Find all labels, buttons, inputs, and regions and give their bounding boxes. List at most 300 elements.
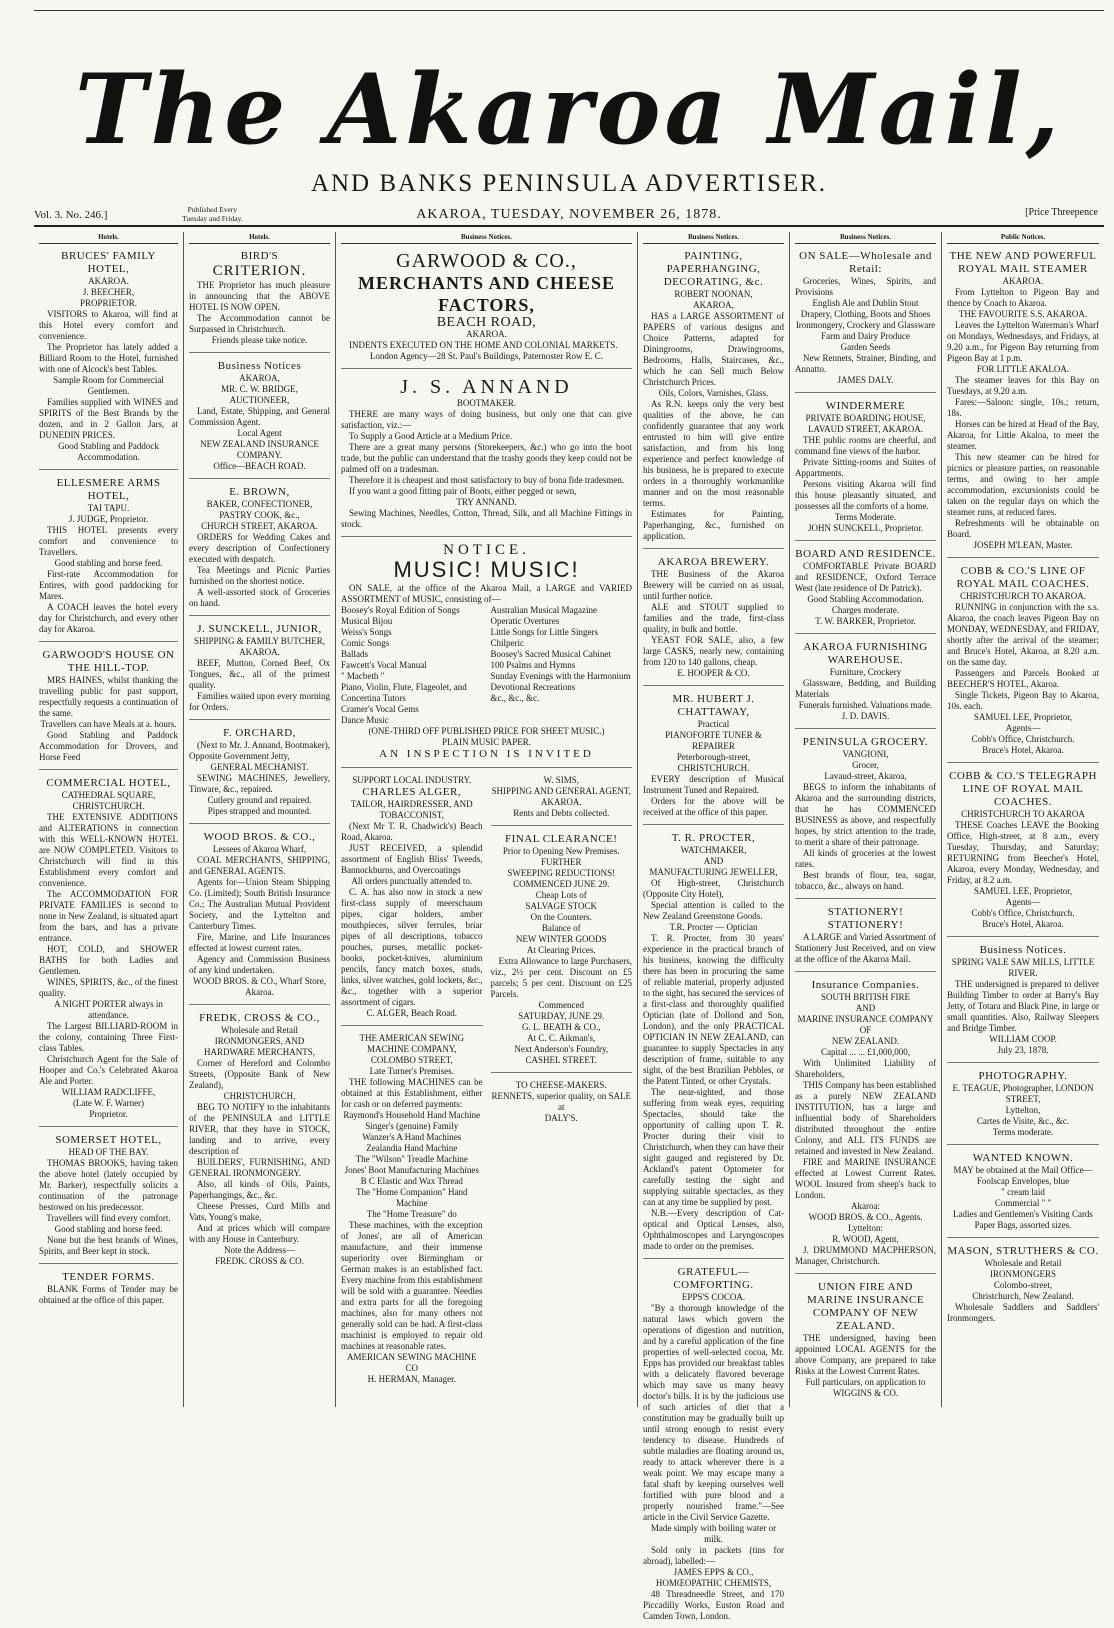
column-heading: Business Notices. — [341, 232, 632, 244]
advert-text-line: MANUFACTURING JEWELLER, — [649, 867, 778, 877]
annand-trade: BOOTMAKER. — [456, 398, 517, 408]
advert-text-line: Prior to Opening New Premises. — [502, 846, 620, 856]
advertisement — [189, 360, 330, 479]
music-list-item: Little Songs for Little Singers — [490, 627, 598, 637]
advert-text-line: Families waited upon every morning for Orders. — [189, 691, 330, 712]
advert-text-line: TAILOR, HAIRDRESSER, AND TOBACCONIST, — [350, 799, 473, 820]
advert-text-line: Private Sitting-rooms and Suites of Appartments. — [795, 457, 936, 478]
advert-text-line: Practical — [697, 719, 730, 729]
advert-text-line: Lyttelton, — [1005, 1105, 1041, 1115]
advert-text-line: Sewing Machines, Needles, Cotton, Thread, Silk, and all Machine Fittings in stock. — [341, 508, 632, 529]
advert-text-line: COMFORTABLE Private BOARD and RESIDENCE, Oxford Terrace West (late residence of Dr Patrick). — [795, 561, 936, 593]
advert-text-line: T. R. Procter, from 30 years' experience in the practical branch of his business, knowing the difficulty there has been in procuring the same of reliable material, properly adjusted to the sight, has secured the services of a first-class and thoroughly qualified Optician (late of Dollond and Son, London), and the only PRACTICAL OPTICIAN IN NEW ZEALAND, can guarantee to supply Spectacles in any description of frame, suitable to any sight, of the best Brazilian Pebbles, or the Patent Tinted, or other Crystals. — [643, 933, 784, 1086]
advert-text-line: Special attention is called to the New Zealand Greenstone Goods. — [643, 900, 784, 921]
advert-text-line: Fire, Marine, and Life Insurances effected at lowest current rates. — [189, 932, 330, 953]
music-list-item: Ballads — [341, 649, 368, 659]
advert-text-line: If you want a good fitting pair of Boots, either pegged or sewn, — [349, 486, 577, 496]
advert-text-line: R. WOOD, Agent, — [832, 1234, 899, 1244]
advert-text-line: Terms Moderate. — [834, 512, 897, 522]
advert-text-line: Horses can be hired at Head of the Bay, Akaroa, for Little Akaloa, to meet the steamer. — [947, 419, 1099, 451]
advert-heading: Business Notices. — [979, 944, 1067, 956]
advert-text-line: Terms moderate. — [992, 1127, 1054, 1137]
advert-heading: WINDERMERE — [825, 400, 906, 412]
garwood-trade: MERCHANTS AND CHEESE FACTORS, — [357, 273, 616, 315]
advert-text-line: MARINE INSURANCE COMPANY — [797, 1014, 934, 1024]
advert-text-line: These machines, with the exception of Jones', are all of American manufacture, and their immense superiority over Birmingham or German makes is an established fact. Every machine from this establishment will be sold with a guarantee. Needles and extra parts for all the foregoing machines, also for many others not generally sold can be had. A first-class machinist is employed to repair old machines at reasonable rates. — [341, 1220, 483, 1351]
advert-text-line: DALY'S. — [544, 1113, 578, 1123]
music-list-item: 100 Psalms and Hymns — [490, 660, 576, 670]
advert-text-line: Glassware, Bedding, and Building Materials — [795, 678, 936, 699]
advert-text-line: SATURDAY, JUNE 29. — [518, 1011, 605, 1021]
advert-text-line: All kinds of groceries at the lowest rates. — [795, 848, 936, 869]
advert-text-line: The "Home Treasure" do — [366, 1209, 457, 1219]
advert-text-line: JAMES EPPS & CO., — [673, 1567, 754, 1577]
advert-heading: PHOTOGRAPHY. — [978, 1070, 1068, 1082]
advert-text-line: MRS HAINES, whilst thanking the travelling public for past support, respectfully requests a continuation of the same. — [39, 675, 178, 718]
advert-text-line: H. HERMAN, Manager. — [367, 1374, 456, 1384]
music-list-item: " Macbeth " — [341, 671, 385, 681]
advert-text-line: Therefore it is cheapest and most satisfactory to buy of bona fide tradesmen. — [349, 475, 625, 485]
advert-text-line: PRIVATE BOARDING HOUSE, — [805, 413, 926, 423]
advert-text-line: C. A. has also now in stock a new first-class supply of meerschaum pipes, cigar holders, amber mouthpieces, silver ferrules, briar pipes of all descriptions, tobacco pouches, purses, metallic pocket-books, pocket-knives, aluminium pencils, fancy match boxes, studs, links, silver watches, gold lockets, &c., &c., together with a superior assortment of cigars. — [341, 887, 483, 1007]
advert-text-line: COAL MERCHANTS, SHIPPING, and GENERAL AGENTS. — [189, 855, 330, 876]
advertisement — [189, 623, 330, 720]
advert-text-line: Estimates for Painting, Paperhanging, &c., furnished on application. — [643, 509, 784, 541]
advert-text-line: BAKER, CONFECTIONER, PASTRY COOK, &c., — [206, 499, 313, 520]
volume-number: Vol. 3. No. 246.] — [34, 209, 108, 221]
advert-text-line: AND — [855, 1003, 876, 1013]
advert-heading: TENDER FORMS. — [62, 1271, 155, 1283]
advert-text-line: JUST RECEIVED, a splendid assortment of English Bliss' Tweeds, Bannockburns, and Overcoatings — [341, 843, 483, 875]
advert-heading: SOMERSET HOTEL, — [55, 1134, 162, 1146]
advert-heading: T. R. PROCTER, — [671, 832, 756, 844]
advert-text-line: The ACCOMMODATION FOR PRIVATE FAMILIES is second to none in New Zealand, is situated apart from the bars, and has a private entrance. — [39, 889, 178, 943]
advert-text-line: A COACH leaves the hotel every day for Christchurch, and every other day for Akaroa. — [39, 602, 178, 634]
sewing-heading: THE AMERICAN SEWING MACHINE COMPANY, — [359, 1033, 464, 1054]
advert-text-line: Made simply with boiling water or milk. — [650, 1523, 777, 1544]
advert-text-line: THE following MACHINES can be obtained at this Establishment, either for cash or on deferred payments: — [341, 1077, 483, 1109]
advert-text-line: Also, all kinds of Oils, Paints, Paperhangings, &c., &c. — [189, 1179, 330, 1200]
advert-text-line: YEAST FOR SALE, also, a few large CASKS, nearly new, containing from 120 to 140 gallons, cheap. — [643, 635, 784, 667]
advertisement — [643, 250, 784, 549]
column-heading: Hotels. — [39, 232, 178, 244]
advert-text-line: Sample Room for Commercial Gentlemen. — [53, 375, 164, 396]
advert-text-line: Good Stabling Accommodation. — [807, 594, 924, 604]
column-business-wide — [336, 232, 638, 1407]
advert-text-line: Cartes de Visite, &c., &c. — [976, 1116, 1070, 1126]
advert-text-line: TRY ANNAND. — [456, 497, 517, 507]
advertisement — [39, 1134, 178, 1264]
advert-text-line: New Rennets, Strainer, Binding, and Annatto. — [795, 353, 936, 374]
advert-text-line: CHURCH STREET, AKAROA. — [201, 521, 318, 531]
advert-heading: BIRD'S — [240, 250, 279, 262]
advert-text-line: COMMENCED JUNE 29. — [513, 879, 610, 889]
alger-support: SUPPORT LOCAL INDUSTRY. — [352, 775, 472, 785]
advert-text-line: MR. C. W. BRIDGE, — [221, 384, 298, 394]
advert-text-line: COLOMBO STREET, — [370, 1055, 453, 1065]
advert-text-line: Persons visiting Akaroa will find this house pleasantly situated, and possesses all the comforts of a home. — [795, 479, 936, 511]
column-business-5 — [790, 232, 942, 1407]
lower-business-split — [341, 775, 632, 1398]
dateline — [34, 205, 1104, 227]
advert-text-line: Pipes strapped and mounted. — [207, 806, 312, 816]
advertisement — [643, 832, 784, 1259]
advert-text-line: OF — [859, 1025, 872, 1035]
advert-text-line: IRONMONGERS, AND HARDWARE MERCHANTS, — [203, 1036, 315, 1057]
sims-body — [491, 786, 633, 819]
advert-heading: PENINSULA GROCERY. — [802, 736, 929, 748]
music-list-item: Musical Bijou — [341, 616, 393, 626]
advert-heading: J. SUNCKELL, JUNIOR, — [197, 623, 322, 635]
garwood-advert — [341, 250, 632, 369]
advert-text-line: Drapery, Clothing, Boots and Shoes — [800, 309, 931, 319]
advert-text-line: Raymond's Household Hand Machine — [343, 1110, 481, 1120]
masthead-subtitle: AND BANKS PENINSULA ADVERTISER. — [310, 170, 828, 197]
music-list-item: Dance Music — [341, 715, 389, 725]
clearance-advert — [491, 833, 633, 1073]
garwood-name: GARWOOD & CO., — [396, 250, 577, 272]
advert-text-line: The near-sighted, and those suffering from weak eyes, requiring Spectacles, should take the opportunity of calling upon T. R. Procter during their visit to Christchurch, when they can have their sight gauged and registered by Dr. Ackland's patent Optometer for carefully testing the sight and supplying suitable spectacles, as they can at any time be supplied by post. — [643, 1087, 784, 1207]
advert-text-line: Wanzer's A Hand Machines — [362, 1132, 462, 1142]
advert-text-line: Groceries, Wines, Spirits, and Provisions — [795, 276, 936, 297]
advert-text-line: First-rate Accommodation for Entires, with good paddocking for Mares. — [39, 569, 178, 601]
advert-text-line: JOHN SUNCKELL, Proprietor. — [808, 523, 923, 533]
advert-text-line: AKAROA. — [1002, 276, 1044, 286]
advert-text-line: "By a thorough knowledge of the natural laws which govern the operations of digestion and nutrition, and by a careful application of the fine properties of well-selected cocoa, Mr. Epps has provided our breakfast tables with a delicately flavored beverage which may save us many heavy doctor's bills. It is by the judicious use of such articles of diet that a constitution may be gradually built up until strong enough to resist every tendency to disease. Hundreds of subtle maladies are floating around us, ready to attack wherever there is a weak point. We may escape many a fatal shaft by keeping ourselves well fortified with pure blood and a properly nourished frame."—See article in the Civil Service Gazette. — [643, 1303, 784, 1522]
advert-text-line: Good Stabling and Paddock Accommodation. — [58, 441, 159, 462]
advert-text-line: FREDK. CROSS & CO. — [215, 1256, 304, 1266]
music-list-item: Comic Songs — [341, 638, 390, 648]
advert-text-line: THOMAS BROOKS, having taken the above hotel (lately occupied by Mr. Barker), respectfully solicits a continuation of the patronage bestowed on his predecessor. — [39, 1158, 178, 1212]
advert-text-line: C. ALGER, Beach Road. — [366, 1008, 457, 1018]
advert-heading: F. ORCHARD, — [223, 727, 296, 739]
advert-heading: WOOD BROS. & CO., — [203, 831, 316, 843]
advertisement — [947, 565, 1099, 763]
advertisement — [795, 1281, 936, 1405]
advertisement — [643, 556, 784, 686]
advert-text-line: Good stabling and horse feed. — [54, 1224, 163, 1234]
advert-text-line: Wholesale Saddlers and Saddlers' Ironmongers. — [947, 1302, 1099, 1323]
advert-text-line: At Clearing Prices. — [526, 945, 596, 955]
advert-text-line: Zealandia Hand Machine — [366, 1143, 458, 1153]
advert-text-line: July 23, 1878. — [997, 1045, 1049, 1055]
advert-heading: E. BROWN, — [229, 486, 290, 498]
advert-text-line: Cobb's Office, Christchurch. — [971, 908, 1075, 918]
advert-text-line: Charges moderate. — [831, 605, 900, 615]
advert-text-line: Foolscap Envelopes, blue — [976, 1176, 1070, 1186]
advert-text-line: SALVAGE STOCK — [525, 901, 598, 911]
advert-text-line: HOT, COLD, and SHOWER BATHS for both Ladies and Gentlemen. — [39, 944, 178, 976]
clearance-heading: FINAL CLEARANCE! — [505, 833, 618, 845]
advertisement — [39, 649, 178, 770]
advert-text-line: Jones' Boot Manufacturing Machines — [344, 1165, 479, 1175]
column-heading: Hotels. — [189, 232, 330, 244]
advert-text-line: SHIPPING AND GENERAL AGENT, AKAROA. — [491, 786, 631, 807]
advert-text-line: CHRISTCHURCH, — [223, 1091, 296, 1101]
advert-text-line: BEG TO NOTIFY to the inhabitants of the PENINSULA and LITTLE RIVER, that they have in STOCK, landing and to arrive, every description of — [189, 1102, 330, 1156]
advert-text-line: Agents— — [1005, 897, 1041, 907]
advert-text-line: VISITORS to Akaroa, will find at this Hotel every comfort and convenience. — [39, 309, 178, 341]
advert-text-line: Akaroa: — [851, 1201, 880, 1211]
advertisement — [643, 1266, 784, 1628]
music-list-item: Australian Musical Magazine — [490, 605, 597, 615]
advert-text-line: WATCHMAKER, — [680, 845, 747, 855]
advert-text-line: Agents for—Union Steam Shipping Co. (Limited); South British Insurance Co.; The Australian Mutual Provident Society, and the Lyttelton and Canterbury Times. — [189, 877, 330, 931]
advert-heading: COBB & CO.'S LINE OF ROYAL MAIL COACHES. — [956, 565, 1090, 590]
advert-text-line: Note the Address— — [224, 1245, 295, 1255]
advert-text-line: Local Agent — [237, 428, 282, 438]
advert-text-line: THERE are many ways of doing business, but only one that can give satisfaction, viz.:— — [341, 409, 632, 430]
advertisement — [947, 1152, 1099, 1238]
advert-text-line: Rents and Debts collected. — [513, 808, 610, 818]
advert-text-line: BEEF, Mutton, Corned Beef, Ox Tongues, &c., all of the primest quality. — [189, 658, 330, 690]
advert-text-line: GENERAL MECHANIST. — [210, 762, 309, 772]
advert-text-line: All orders punctually attended to. — [351, 876, 473, 886]
advert-text-line: (Next Mr T. R. Chadwick's) Beach Road, Akaroa. — [341, 821, 483, 842]
advert-heading: UNION FIRE AND MARINE INSURANCE COMPANY OF NEW ZEALAND. — [806, 1281, 925, 1332]
sims-name: W. SIMS, — [543, 775, 579, 785]
advert-text-line: To Supply a Good Article at a Medium Price. — [349, 431, 513, 441]
advert-text-line: CHRISTCHURCH TO AKAROA — [961, 809, 1085, 819]
music-paper: PLAIN MUSIC PAPER. — [442, 737, 531, 747]
columns — [34, 232, 1104, 1621]
column-business-4 — [638, 232, 790, 1621]
advert-text-line: Cutlery ground and repaired. — [207, 795, 312, 805]
music-list-item: Sunday Evenings with the Harmonium — [490, 671, 631, 681]
advert-heading: FREDK. CROSS & CO., — [199, 1012, 320, 1024]
advert-heading: BRUCES' FAMILY HOTEL, — [61, 250, 156, 275]
advert-text-line: G. L. BEATH & CO., — [522, 1022, 601, 1032]
alger-body — [341, 799, 483, 1019]
advertisement — [947, 1245, 1099, 1330]
advert-text-line: NEW WINTER GOODS — [515, 934, 607, 944]
music-inspection: AN INSPECTION IS INVITED — [379, 748, 594, 760]
advert-heading: BOARD AND RESIDENCE. — [795, 548, 936, 560]
advert-text-line: Best brands of flour, tea, sugar, tobacco, &c., always on hand. — [795, 870, 936, 891]
advert-text-line: Passengers and Parcels Booked at BEECHER'S HOTEL, Akaroa. — [947, 668, 1099, 689]
advert-text-line: CASHEL STREET. — [525, 1055, 597, 1065]
advertisement — [39, 250, 178, 470]
advert-text-line: Commenced — [538, 1000, 584, 1010]
advert-heading: COBB & CO.'S TELEGRAPH LINE OF ROYAL MAIL COACHES. — [949, 770, 1097, 808]
advert-text-line: This new steamer can be hired for picnics or pleasure parties, on reasonable terms, and owing to her ample accommodation, excursionists could be taken on the regular days on which the steamer runs, at reduced fares. — [947, 452, 1099, 517]
advertisement — [795, 979, 936, 1274]
advertisement — [795, 641, 936, 729]
advert-text-line: RENNETS, superior quality, on SALE at — [491, 1091, 631, 1112]
advertisement — [795, 548, 936, 634]
sims-advert — [491, 775, 633, 826]
advert-text-line: Friends please take notice. — [211, 335, 308, 345]
advert-text-line: The steamer leaves for this Bay on Tuesdays, at 9.20 a.m. — [947, 375, 1099, 396]
advertisement — [643, 693, 784, 825]
advert-text-line: BEGS to inform the inhabitants of Akaroa and the surrounding districts, that he has COMMENCED BUSINESS as above, and respectfully hopes, by strict attention to the trade, to merit a share of their patronage. — [795, 782, 936, 847]
advert-heading: WANTED KNOWN. — [972, 1152, 1074, 1164]
advert-text-line: RUNNING in conjunction with the s.s. Akaroa, the coach leaves Pigeon Bay on MONDAY, WEDNESDAY, and FRIDAY, shortly after the arrival of the steamer; and Bruce's Hotel, Akaroa, at 8.20 a.m. on the same day. — [947, 602, 1099, 667]
advertisement — [947, 250, 1099, 558]
column-hotels-2 — [184, 232, 336, 1407]
advert-text-line: Single Tickets, Pigeon Bay to Akaroa, 10s. each. — [947, 690, 1099, 711]
music-list-item: &c., &c., &c. — [490, 693, 540, 703]
advert-text-line: There are a great many persons (Storekeepers, &c.) who go into the boot trade, but the public can understand that the trashy goods they keep could not be palmed off on a tradesman. — [341, 442, 632, 474]
advert-text-line: At C. C. Aikman's, — [527, 1033, 596, 1043]
advertisement — [189, 831, 330, 1005]
lower-right-column — [491, 775, 633, 1398]
advert-text-line: (Late W. F. Warner) — [72, 1098, 145, 1108]
advert-text-line: Wholesale and Retail — [984, 1258, 1062, 1268]
advert-text-line: J. D. DAVIS. — [841, 711, 890, 721]
advert-heading: ON SALE—Wholesale and Retail: — [799, 250, 932, 275]
garwood-body: INDENTS EXECUTED ON THE HOME AND COLONIAL MARKETS. — [349, 340, 618, 350]
advert-text-line: ALE and STOUT supplied to families and the trade, first-class quality, in bulk and bottle. — [643, 602, 784, 634]
advert-text-line: Agents— — [1005, 723, 1041, 733]
music-list-item: Devotional Recreations — [490, 682, 576, 692]
advert-text-line: HOMŒOPATHIC CHEMISTS, — [655, 1578, 772, 1588]
advert-text-line: A LARGE and Varied Assortment of Stationery Just Received, and on view at the office of the Akaroa Mail. — [795, 932, 936, 964]
top-rule — [34, 10, 1104, 11]
column-hotels-1 — [34, 232, 184, 1407]
music-list-item: Fawcett's Vocal Manual — [341, 660, 427, 670]
advert-heading: ELLESMERE ARMS HOTEL, — [56, 477, 161, 502]
advert-text-line: FOR LITTLE AKALOA. — [976, 364, 1070, 374]
advert-text-line: CHRISTCHURCH. — [72, 801, 145, 811]
advertisement — [795, 250, 936, 393]
advert-heading: GRATEFUL—COMFORTING. — [673, 1266, 754, 1291]
advert-text-line: Peterborough-street, — [676, 752, 751, 762]
advert-text-line: THE Business of the Akaroa Brewery will be carried on as usual, until further notice. — [643, 569, 784, 601]
advert-text-line: THIS HOTEL presents every comfort and convenience to Travellers. — [39, 525, 178, 557]
advert-text-line: CATHEDRAL SQUARE, — [61, 790, 156, 800]
column-public-notices — [942, 232, 1104, 1407]
sewing-advert — [341, 1033, 483, 1391]
advert-text-line: Corner of Hereford and Colombo Streets, (Opposite Bank of New Zealand), — [189, 1058, 330, 1090]
advert-text-line: SEWING MACHINES, Jewellery, Tinware, &c., repaired. — [189, 773, 330, 794]
advert-text-line: AKAROA, — [693, 300, 734, 310]
column-heading: Public Notices. — [947, 232, 1099, 244]
published-line-2: Tuesday and Friday. — [182, 214, 243, 223]
advert-text-line: J. BEECHER, — [82, 287, 135, 297]
advert-text-line: The Largest BILLIARD-ROOM in the colony, containing Three First-class Tables. — [39, 1021, 178, 1053]
advertisement — [39, 777, 178, 1127]
advert-text-line: Travellers can have Meals at a. hours. — [40, 719, 177, 729]
advert-text-line: Capital ... ... £1,000,000, — [821, 1047, 910, 1057]
alger-advert — [341, 775, 483, 1026]
advert-text-line: T.R. Procter — Optician — [669, 922, 758, 932]
advert-heading: AKAROA FURNISHING WAREHOUSE. — [803, 641, 928, 666]
annand-body — [341, 409, 632, 530]
issue-price: [Price Threepence — [1025, 207, 1098, 218]
advert-text-line: SWEEPING REDUCTIONS! — [507, 868, 616, 878]
advert-text-line: Balance of — [541, 923, 581, 933]
advert-heading: GARWOOD'S HOUSE ON THE HILL-TOP. — [42, 649, 175, 674]
advert-text-line: From Lyttelton to Pigeon Bay and thence by Coach to Akaroa. — [947, 287, 1099, 308]
advert-text-line: The "Wilson" Treadle Machine — [355, 1154, 468, 1164]
advertisement — [189, 486, 330, 616]
advert-text-line: Furniture, Crockery — [829, 667, 902, 677]
advert-text-line: Commercial " " — [994, 1198, 1052, 1208]
advert-text-line: JOSEPH M'LEAN, Master. — [973, 540, 1073, 550]
advertisement — [189, 250, 330, 353]
advert-text-line: Christchurch, New Zealand. — [972, 1291, 1074, 1301]
advertisement — [795, 736, 936, 899]
published-line-1: Published Every — [187, 205, 238, 214]
advert-text-line: 48 Threadneedle Street, and 170 Piccadilly Works, Euston Road and Camden Town, London. — [643, 1589, 784, 1621]
garwood-town: AKAROA. — [466, 329, 507, 339]
advert-text-line: SHIPPING & FAMILY BUTCHER, AKAROA. — [193, 636, 326, 657]
advert-text-line: Christchurch Agent for the Sale of Hooper and Co.'s Celebrated Akaroa Ale and Porter. — [39, 1054, 178, 1086]
music-lists — [341, 605, 632, 726]
sewing-body — [341, 1055, 483, 1385]
advert-text-line: Full particulars, on application to — [805, 1377, 926, 1387]
advert-text-line: On the Counters. — [530, 912, 592, 922]
advert-text-line: As R.N. keeps only the very best qualities of the above, he can confidently guarantee that any work entrusted to him will give entire satisfaction, and from his long experience and perfect knowledge of his business, he is prepared to execute orders in a thoroughly workmanlike manner and on the most reasonable terms. — [643, 399, 784, 508]
advert-text-line: Families supplied with WINES and SPIRITS of the Best Brands by the dozen, and in 2 Gallon Jars, at DUNEDIN PRICES. — [39, 397, 178, 440]
advert-text-line: Lyttelton: — [848, 1223, 883, 1233]
advert-text-line: CHRISTCHURCH. — [677, 763, 750, 773]
advert-heading: THE NEW AND POWERFUL ROYAL MAIL STEAMER — [949, 250, 1097, 275]
advertisement — [39, 1271, 178, 1312]
advert-text-line: Leaves the Lyttelton Waterman's Wharf on Mondays, Wednesdays, and Fridays, at 9.20 a.m., for Pigeon Bay returning from Pigeon Bay at 1 p.m. — [947, 320, 1099, 363]
lower-left-column — [341, 775, 483, 1398]
advert-text-line: THE undersigned is prepared to deliver Building Timber to order at Barry's Bay Jetty, of Totara and Black Pine, in large or small quantities. Also, Railway Sleepers and Bridge Timber. — [947, 979, 1099, 1033]
advert-text-line: J. DRUMMOND MACPHERSON, Manager, Christchurch. — [795, 1245, 936, 1266]
issue-date: AKAROA, TUESDAY, NOVEMBER 26, 1878. — [416, 207, 722, 222]
advert-text-line: BLANK Forms of Tender may be obtained at the office of this paper. — [39, 1284, 178, 1305]
advert-text-line: HEAD OF THE BAY. — [68, 1147, 149, 1157]
advert-text-line: PIANOFORTE TUNER & REPAIRER — [665, 730, 762, 751]
advert-text-line: E. HOOPER & CO. — [677, 668, 750, 678]
advert-text-line: English Ale and Dublin Stout — [812, 298, 919, 308]
advert-text-line: T. W. BARKER, Proprietor. — [815, 616, 916, 626]
advert-text-line: TAI TAPU. — [87, 503, 130, 513]
advert-text-line: AKAROA. — [88, 276, 129, 286]
advertisement — [947, 770, 1099, 937]
advert-heading: Insurance Companies. — [811, 979, 920, 991]
advert-text-line: Lavaud-street, Akaroa, — [824, 771, 907, 781]
advert-text-line: WIGGINS & CO. — [832, 1388, 899, 1398]
advert-text-line: WINES, SPIRITS, &c., of the finest quality. — [39, 977, 178, 998]
advert-text-line: CHRISTCHURCH TO AKAROA. — [960, 591, 1086, 601]
cheese-advert — [491, 1080, 633, 1130]
advert-text-line: IRONMONGERS — [989, 1269, 1056, 1279]
advert-text-line: VANGIONI, — [842, 749, 889, 759]
cheese-body — [491, 1091, 633, 1124]
advert-text-line: The "Home Companion" Hand Machine — [355, 1187, 468, 1208]
advert-text-line: THE public rooms are cheerful, and command fine views of the harbor. — [795, 435, 936, 456]
column-heading: Business Notices. — [795, 232, 936, 244]
advertisement — [947, 944, 1099, 1063]
music-list-item: Weiss's Songs — [341, 627, 392, 637]
music-list-left — [341, 605, 483, 726]
advert-text-line: Agency and Commission Business of any kind undertaken. — [189, 954, 330, 975]
advert-text-line: Good Stabling and Paddock Accommodation for Drovers, and Horse Feed — [39, 730, 178, 762]
garwood-agency: London Agency—28 St. Paul's Buildings, Paternoster Row E. C. — [369, 351, 604, 361]
advert-text-line: Colombo-street, — [993, 1280, 1053, 1290]
advert-text-line: Orders for the above will be received at the office of this paper. — [643, 796, 784, 817]
advert-text-line: Funerals furnished. Valuations made. — [798, 700, 933, 710]
annand-advert — [341, 376, 632, 537]
advert-text-line: EPPS'S COCOA. — [681, 1292, 746, 1302]
advert-text-line: THE Proprietor has much pleasure in announcing that the ABOVE HOTEL IS NOW OPEN. — [189, 280, 330, 312]
advert-text-line: WILLIAM COOP. — [989, 1034, 1057, 1044]
advert-text-line: AND — [703, 856, 724, 866]
advert-text-line: THE undersigned, having been appointed LOCAL AGENTS for the above Company, are prepared to take Risks at the Lowest Current Rates. — [795, 1333, 936, 1376]
advert-text-line: A well-assorted stock of Groceries on hand. — [189, 587, 330, 608]
music-notice: NOTICE. — [443, 542, 530, 558]
advert-text-line: LAVAUD STREET, AKAROA. — [807, 424, 923, 434]
advert-text-line: ROBERT NOONAN, — [674, 289, 753, 299]
advert-heading: MASON, STRUTHERS & CO. — [947, 1245, 1099, 1257]
clearance-body — [491, 846, 633, 1066]
